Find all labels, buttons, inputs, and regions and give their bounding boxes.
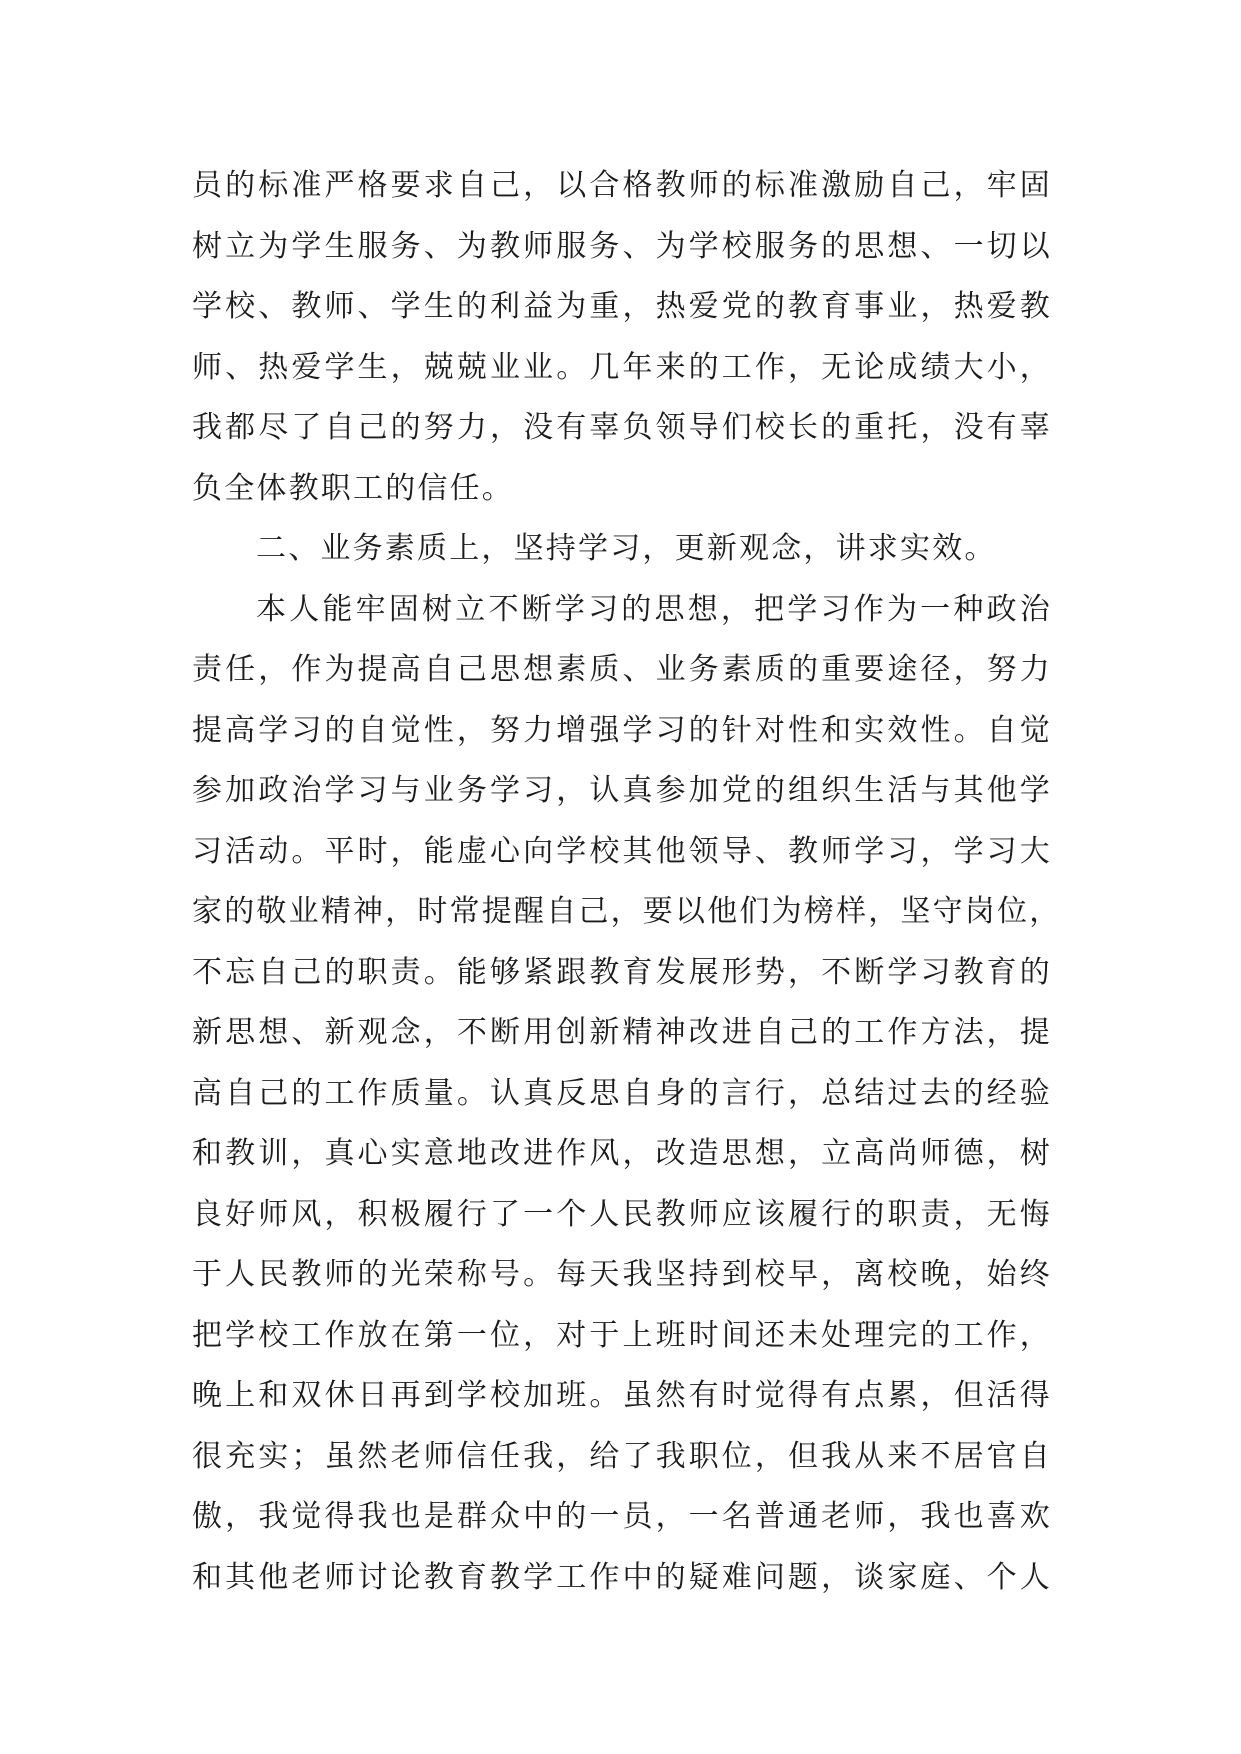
paragraph-3-line-9: 高自己的工作质量。认真反思自身的言行，总结过去的经验 — [192, 1075, 1052, 1111]
paragraph-3-line-4: 参加政治学习与业务学习，认真参加党的组织生活与其他学 — [192, 773, 1052, 808]
paragraph-3-line-6: 家的敬业精神，时常提醒自己，要以他们为榜样，坚守岗位， — [192, 894, 1062, 929]
paragraph-3-line-11: 良好师风，积极履行了一个人民教师应该履行的职责，无悔 — [192, 1196, 1052, 1232]
paragraph-3-line-7: 不忘自己的职责。能够紧跟教育发展形势，不断学习教育的 — [192, 954, 1052, 990]
paragraph-3-line-10: 和教训，真心实意地改进作风，改造思想，立高尚师德，树 — [192, 1136, 1052, 1171]
paragraph-1-line-4: 师、热爱学生，兢兢业业。几年来的工作，无论成绩大小， — [192, 349, 1052, 385]
paragraph-3-line-17: 和其他老师讨论教育教学工作中的疑难问题，谈家庭、个人 — [192, 1559, 1052, 1595]
paragraph-3-line-1: 本人能牢固树立不断学习的思想，把学习作为一种政治 — [256, 591, 1052, 627]
section-heading: 二、业务素质上，坚持学习，更新观念，讲求实效。 — [256, 531, 997, 566]
document-body — [192, 156, 1062, 1608]
paragraph-3-line-13: 把学校工作放在第一位，对于上班时间还未处理完的工作， — [192, 1317, 1052, 1353]
paragraph-1-line-2: 树立为学生服务、为教师服务、为学校服务的思想、一切以 — [192, 228, 1052, 264]
paragraph-3-line-16: 傲，我觉得我也是群众中的一员，一名普通老师，我也喜欢 — [192, 1499, 1052, 1534]
paragraph-3-line-14: 晚上和双休日再到学校加班。虽然有时觉得有点累，但活得 — [192, 1378, 1052, 1413]
paragraph-3-line-15: 很充实；虽然老师信任我，给了我职位，但我从来不居官自 — [192, 1438, 1052, 1474]
paragraph-3-line-3: 提高学习的自觉性，努力增强学习的针对性和实效性。自觉 — [192, 712, 1052, 748]
paragraph-1-line-3: 学校、教师、学生的利益为重，热爱党的教育事业，热爱教 — [192, 289, 1052, 324]
paragraph-3-line-8: 新思想、新观念，不断用创新精神改进自己的工作方法，提 — [192, 1015, 1052, 1050]
paragraph-1-line-1: 员的标准严格要求自己，以合格教师的标准激励自己，牢固 — [192, 168, 1052, 203]
paragraph-3-line-12: 于人民教师的光荣称号。每天我坚持到校早，离校晚，始终 — [192, 1257, 1052, 1292]
paragraph-3-line-5: 习活动。平时，能虚心向学校其他领导、教师学习，学习大 — [192, 833, 1052, 869]
paragraph-1-line-5: 我都尽了自己的努力，没有辜负领导们校长的重托，没有辜 — [192, 410, 1052, 445]
paragraph-3-line-2: 责任，作为提高自己思想素质、业务素质的重要途径，努力 — [192, 652, 1052, 687]
paragraph-1-line-6: 负全体教职工的信任。 — [192, 470, 514, 506]
